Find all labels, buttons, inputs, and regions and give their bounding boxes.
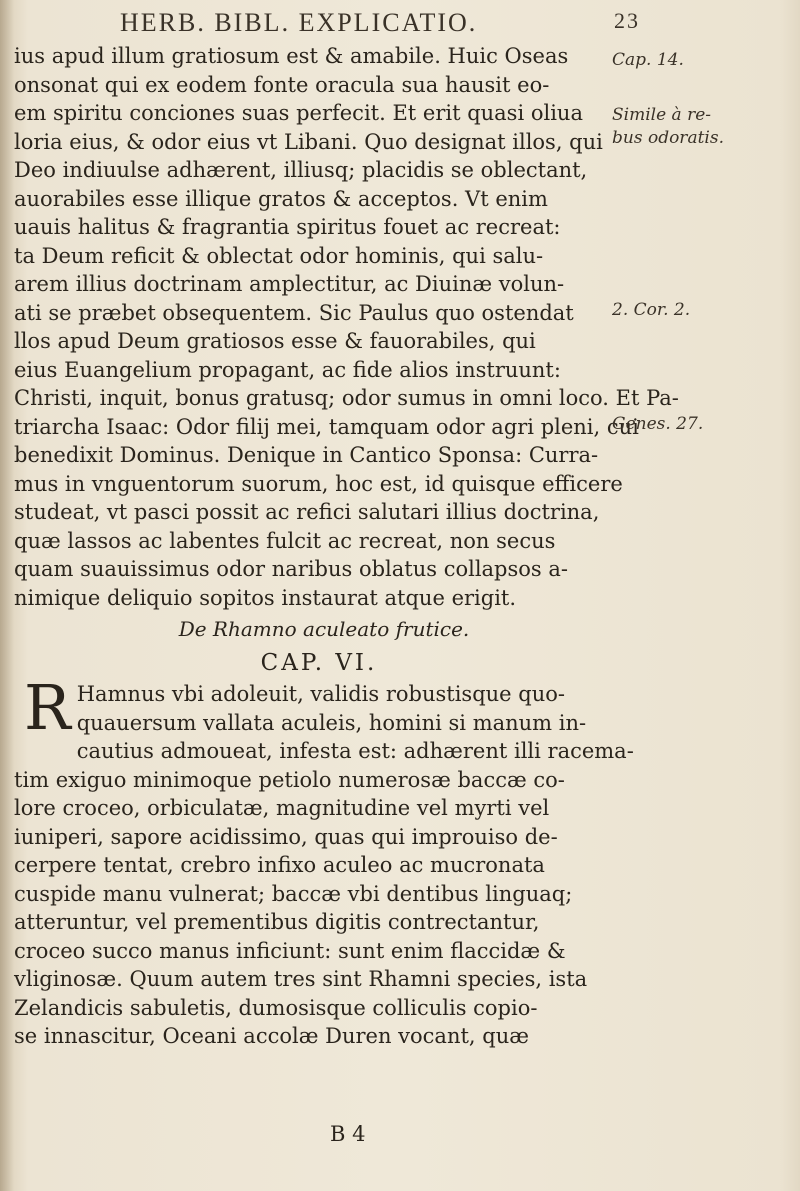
text-line: cuspide manu vulnerat; baccæ vbi dentibus linguaq; [14, 881, 573, 906]
text-line: croceo succo manus inficiunt: sunt enim flaccidæ & [14, 938, 566, 963]
text-line: llos apud Deum gratiosos esse & fauorabiles, qui [14, 329, 536, 353]
text-line: onsonat qui ex eodem fonte oracula sua hausit eo- [14, 72, 550, 97]
running-head [120, 8, 640, 38]
running-title: HERB. BIBL. EXPLICATIO. [120, 8, 478, 37]
text-line: cautius admoueat, infesta est: adhærent illi racema- [76, 739, 634, 763]
text-line: em spiritu conciones suas perfecit. Et erit quasi oliua [14, 101, 583, 125]
text-line: Zelandicis sabuletis, dumosisque colliculis copio- [14, 995, 538, 1020]
gutter-shadow [0, 0, 14, 1191]
text-line: nimique deliquio sopitos instaurat atque erigit. [14, 585, 517, 610]
section-title: De Rhamno aculeato frutice. [178, 617, 470, 641]
text-line: studeat, vt pasci possit ac refici salutari illius doctrina, [14, 500, 600, 524]
marginal-note-cap: Cap. 14. [612, 50, 684, 70]
page-signature: 23 [614, 8, 640, 33]
catchword-signature: B 4 [330, 1122, 366, 1146]
chapter-heading: CAP. VI. [260, 650, 378, 676]
marginal-note-simile-cont: bus odoratis. [612, 128, 724, 148]
text-line: auorabiles esse illique gratos & acceptos. Vt enim [14, 186, 548, 211]
text-line: tim exiguo minimoque petiolo numerosæ baccæ co- [14, 767, 565, 792]
text-line: cerpere tentat, crebro infixo aculeo ac mucronata [14, 853, 545, 877]
drop-cap: R [24, 671, 71, 744]
text-line: iuniperi, sapore acidissimo, quas qui improuiso de- [14, 824, 558, 849]
text-line: quauersum vallata aculeis, homini si manum in- [76, 710, 587, 735]
text-line: benedixit Dominus. Denique in Cantico Sponsa: Curra- [14, 443, 599, 467]
text-line: quæ lassos ac labentes fulcit ac recreat, non secus [14, 528, 556, 553]
marginal-note-cor: 2. Cor. 2. [612, 300, 691, 320]
text-line: lore croceo, orbiculatæ, magnitudine vel myrti vel [14, 796, 550, 820]
text-line: loria eius, & odor eius vt Libani. Quo designat illos, qui [14, 129, 603, 154]
text-line: se innascitur, Oceani accolæ Duren vocant, quæ [14, 1024, 529, 1048]
text-line: Hamnus vbi adoleuit, validis robustisque quo- [76, 682, 565, 706]
text-line: ius apud illum gratiosum est & amabile. Huic Oseas [14, 44, 569, 68]
text-line: quam suauissimus odor naribus oblatus collapsos a- [14, 557, 568, 581]
text-line: eius Euangelium propagant, ac fide alios instruunt: [14, 357, 561, 382]
text-line: uauis halitus & fragrantia spiritus fouet ac recreat: [14, 215, 561, 239]
text-line: atteruntur, vel prementibus digitis contrectantur, [14, 910, 540, 934]
text-line: vliginosæ. Quum autem tres sint Rhamni species, ista [14, 967, 588, 991]
text-line: mus in vnguentorum suorum, hoc est, id quisque efficere [14, 471, 623, 496]
text-line: arem illius doctrinam amplectitur, ac Diuinæ volun- [14, 272, 565, 296]
text-line: Deo indiuulse adhærent, illiusq; placidis se oblectant, [14, 158, 588, 182]
text-line: Christi, inquit, bonus gratusq; odor sumus in omni loco. Et Pa- [14, 386, 679, 410]
text-line: ati se præbet obsequentem. Sic Paulus quo ostendat [14, 300, 574, 325]
text-line: ta Deum reficit & oblectat odor hominis, qui salu- [14, 243, 544, 268]
text-line: triarcha Isaac: Odor filij mei, tamquam odor agri pleni, cui [14, 414, 639, 439]
marginal-note-genes: Genes. 27. [612, 414, 704, 434]
marginal-note-simile: Simile à re- [612, 105, 712, 125]
